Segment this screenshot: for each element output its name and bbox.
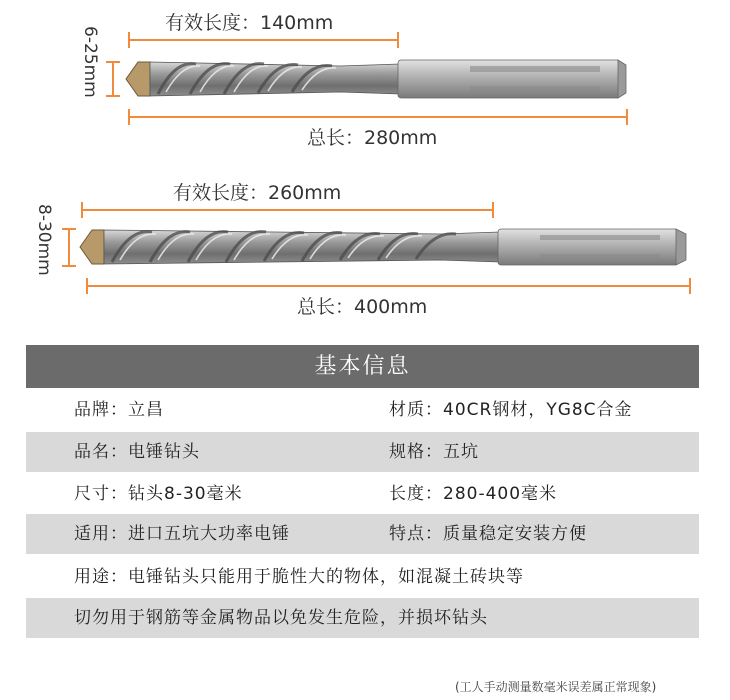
bit2-diameter-line — [62, 229, 76, 266]
warning-cell: 切勿用于钢筋等金属物品以免发生危险，并损坏钻头 — [74, 608, 488, 628]
product-name-cell: 品名：电锤钻头 — [74, 442, 200, 462]
drill-bit-1 — [126, 60, 626, 98]
measurement-footnote: (工人手动测量数毫米误差属正常现象) — [455, 680, 657, 694]
applicable-cell: 适用：进口五坑大功率电锤 — [74, 524, 290, 544]
bit2-diameter-range: 8-30mm — [34, 204, 54, 276]
bit2-total-length: 总长：400mm — [297, 296, 428, 318]
table-row — [26, 557, 699, 597]
table-row — [26, 514, 699, 554]
bit1-total-length: 总长：280mm — [307, 127, 438, 149]
drill-bit-2 — [80, 229, 686, 265]
bit1-diameter-range: 6-25mm — [80, 26, 100, 98]
brand-cell: 品牌：立昌 — [74, 400, 164, 420]
table-title: 基本信息 — [26, 345, 699, 388]
bit1-effective-length: 有效长度：140mm — [165, 12, 334, 34]
table-row — [26, 390, 699, 430]
bit2-effective-length: 有效长度：260mm — [173, 182, 342, 204]
table-row — [26, 474, 699, 514]
feature-cell: 特点：质量稳定安装方便 — [389, 524, 587, 544]
length-cell: 长度：280-400毫米 — [389, 484, 558, 504]
spec-cell: 规格：五坑 — [389, 442, 479, 462]
material-cell: 材质：40CR钢材，YG8C合金 — [389, 400, 633, 420]
size-cell: 尺寸：钻头8-30毫米 — [74, 484, 243, 504]
bit1-effective-length-line — [129, 32, 398, 48]
usage-cell: 用途：电锤钻头只能用于脆性大的物体，如混凝土砖块等 — [74, 567, 524, 587]
table-row — [26, 432, 699, 472]
table-row — [26, 598, 699, 638]
bit1-diameter-line — [106, 62, 120, 96]
